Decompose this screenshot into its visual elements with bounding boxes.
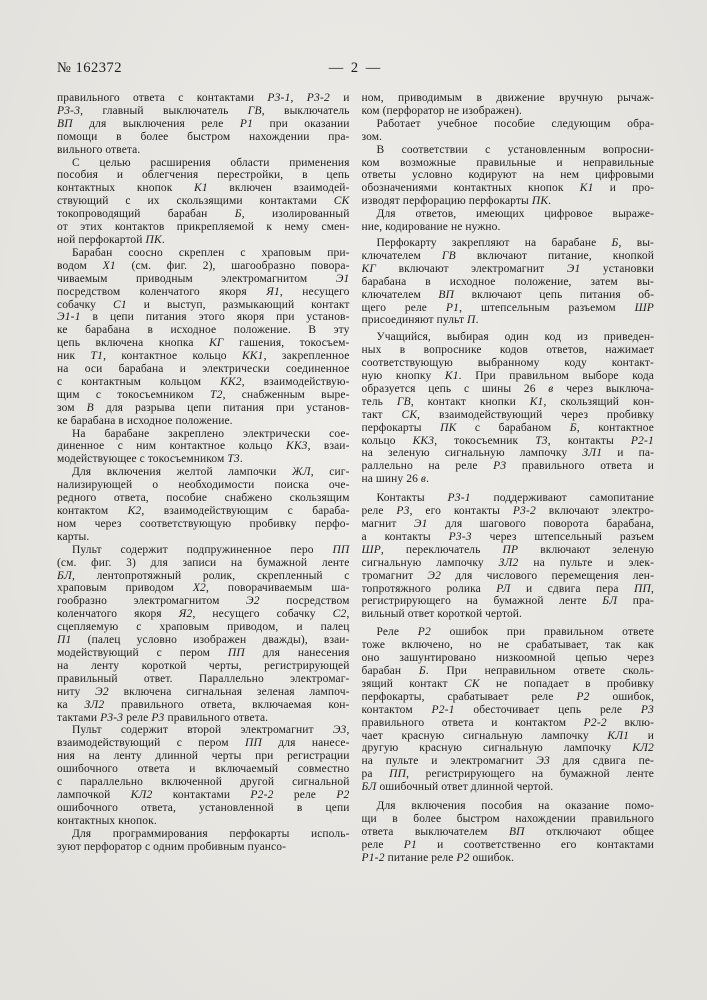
text-line: П1 (палец условно изображен дважды), взаи- (57, 634, 350, 647)
text-line: гообразно электромагнитом Э2 посредством (57, 595, 350, 608)
text-line: Пульт содержит подпружиненное перо ПП (72, 543, 350, 556)
text-line: чиваемым приводным электромагнитом Э1 (57, 272, 350, 285)
text-line: ке барабана в исходное положение. В эту (57, 324, 350, 337)
text-line: ком возможные правильные и неправильные (361, 156, 654, 169)
text-line: КГ включают электромагнит Э1 установки (361, 262, 654, 275)
text-line: В соответствии с установленным вопросни- (376, 143, 654, 156)
text-line: образуется цепь с шины 26 в через выключа- (361, 382, 654, 395)
text-line: магнит Э1 для шагового поворота барабана, (361, 518, 654, 530)
text-line: ник Т1, контактное кольцо КК1, закрепленное (57, 350, 350, 363)
text-line: Перфокарту закрепляют на барабане Б, вы- (376, 236, 654, 249)
paragraph (57, 724, 350, 827)
patent-number: № 162372 (57, 60, 122, 76)
text-columns (57, 92, 654, 865)
text-line: диненное с ним контактное кольцо КК3, взаи- (57, 440, 350, 453)
text-line: ключателем ГВ включают питание, кнопкой (361, 249, 654, 262)
text-line: ШР, переключатель ПР включают зеленую (361, 543, 654, 556)
text-line: тоже включено, но не срабатывает, так как (361, 639, 654, 652)
paragraph (362, 492, 655, 621)
text-line: реле Р1 и соответственно его контактами (361, 838, 654, 851)
text-line: соответствующую выбранному коду контакт- (361, 357, 654, 370)
text-line: контактом К2, взаимодействующим с бараба- (57, 505, 350, 517)
text-line: ке барабана в исходное положение. (57, 414, 233, 427)
text-line: ка ЗЛ2 правильного ответа, включаемая кон- (57, 698, 350, 711)
text-line: реле Р3, его контакты Р3-2 включают электро- (361, 505, 654, 518)
text-line: коленчатого якоря Я2, несущего собачку С2, (57, 608, 350, 621)
text-line: контактных кнопок К1 включен взаимодей- (57, 182, 350, 195)
text-line: зом. (361, 130, 383, 143)
text-line: Р1-2 питание реле Р2 ошибок. (361, 851, 515, 864)
text-line: Барабан соосно скреплен с храповым при- (72, 246, 350, 259)
text-line: на оси барабана и электрически соединенное (57, 363, 350, 376)
paragraph (57, 544, 350, 725)
text-line: токопроводящий барабан Б, изолированный (57, 208, 350, 221)
text-line: на шину 26 в. (361, 473, 430, 486)
text-line: топротяжного ролика РЛ и сдвига пера ПП, (361, 582, 654, 595)
text-line: контактом Р2-1 обесточивает цепь реле Р3 (361, 703, 654, 716)
text-line: Э1-1 в цепи питания этого якоря при установ- (57, 311, 350, 324)
text-line: Пульт содержит второй электромагнит Э3, (72, 724, 350, 737)
paragraph (57, 428, 350, 467)
text-line: ния на ленту длинной черты при регистрации (57, 750, 350, 763)
text-line: ра ПП, регистрирующего на бумажной ленте (361, 768, 654, 781)
text-line: ВП для выключения реле Р1 при оказании (57, 117, 350, 130)
text-line: С целью расширения области применения (72, 156, 350, 169)
text-line: модействующее с токосъемником Т3. (57, 453, 243, 466)
text-line: ошибочного ответа и включаемый совместно (57, 763, 350, 776)
paragraph (362, 144, 655, 209)
text-line: щим с токосъемником Т2, снабженным выре- (57, 388, 350, 401)
text-line: ных в вопроснике кодов ответов, нажимает (361, 344, 654, 357)
text-line: от этих контактов прикрепляемой к нему смен- (57, 221, 350, 234)
text-line: ниту Э2 включена сигнальная зеленая лампоч- (57, 685, 350, 698)
text-line: на пульте и электромагнит Э3 для сдвига пе- (361, 755, 654, 768)
text-line: ной перфокартой ПК. (57, 233, 165, 246)
text-line: Для программирования перфокарты исполь- (72, 827, 350, 840)
text-line: сцепляемую с храповым приводом, и палец (57, 621, 350, 634)
text-line: перфокарты, срабатывает реле Р2 ошибок, (361, 690, 654, 703)
text-line: ответы условно кодируют на нем цифровыми (361, 169, 654, 182)
text-line: ключателем ВП включают цепь питания об- (361, 288, 654, 301)
paragraph (57, 247, 350, 428)
text-line: собачку С1 и выступ, размыкающий контакт (57, 298, 350, 311)
text-line: кольцо КК3, токосъемник Т3, контакты Р2-1 (361, 434, 654, 447)
text-line: водом Х1 (см. фиг. 2), шагообразно повора- (57, 259, 350, 272)
text-line: На барабане закреплено электрически сое- (72, 427, 350, 440)
text-column-left (57, 92, 350, 865)
text-line: оно зашунтировано низкоомной цепью через (361, 652, 654, 665)
text-line: ответа выключателем ВП отключают общее (361, 825, 654, 838)
page-header (57, 60, 654, 80)
text-line: ную кнопку К1. При правильном выборе кода (361, 370, 654, 383)
text-line: нализирующей о необходимости поиска оче- (57, 479, 350, 492)
text-line: изводят перфорацию перфокарты ПК. (361, 195, 552, 208)
text-line: вильный ответ короткой чертой. (361, 608, 523, 621)
paragraph (362, 626, 655, 794)
text-line: правильный ответ. Параллельно электромаг- (57, 672, 350, 685)
text-line: ном, приводимым в движение вручную рычаж- (361, 92, 654, 104)
text-line: зящий контакт СК не попадает в пробивку (361, 677, 654, 690)
text-line: ние, кодирование не нужно. (361, 221, 501, 234)
text-line: цепь включена кнопка КГ гашения, токосъем- (57, 337, 350, 350)
text-line: регистрирующего на бумажной ленте БЛ пра- (361, 595, 654, 608)
text-line: храповым приводом Х2, поворачиваемым ша- (57, 582, 350, 595)
text-line: на ленту короткой черты, регистрирующей (57, 659, 350, 672)
paragraph (57, 157, 350, 247)
text-line: обозначениями контактных кнопок К1 и про- (361, 182, 654, 195)
text-line: щи в более быстром нахождении правильного (361, 812, 654, 825)
text-line: барабан Б. При неправильном ответе сколь- (361, 664, 654, 677)
text-line: правильного ответа и контактом Р2-2 вклю- (361, 716, 654, 729)
text-line: Контакты Р3-1 поддерживают самопитание (376, 492, 654, 505)
text-line: зуют перфоратор с одним пробивным пуансо- (57, 840, 287, 853)
text-line: сигнальную лампочку ЗЛ2 на пульте и элек- (361, 556, 654, 569)
text-line: (см. фиг. 3) для записи на бумажной ленте (57, 556, 350, 569)
text-line: ствующий с их скользящими контактами СК (57, 195, 350, 208)
text-line: тель ГВ, контакт кнопки К1, скользящий кон- (361, 395, 654, 408)
text-line: Для включения желтой лампочки ЖЛ, сиг- (72, 466, 350, 479)
text-line: Р3-3, главный выключатель ГВ, выключатель (57, 104, 350, 117)
text-line: Учащийся, выбирая один код из приведен- (376, 331, 654, 344)
paragraph (362, 92, 655, 118)
text-line: вильного ответа. (57, 143, 141, 156)
text-line: тактами Р3-3 реле Р3 правильного ответа. (57, 711, 269, 724)
text-line: посредством коленчатого якоря Я1, несущего (57, 285, 350, 298)
text-line: присоединяют пульт П. (361, 314, 479, 327)
paragraph (362, 800, 655, 865)
paragraph (57, 828, 350, 854)
text-line: ком (перфоратор не изображен). (361, 104, 523, 117)
text-line: Работает учебное пособие следующим обра- (376, 117, 654, 130)
text-line: лампочкой КЛ2 контактами Р2-2 реле Р2 (57, 788, 350, 801)
text-line: Для включения пособия на оказание помо- (376, 800, 654, 813)
paragraph (362, 331, 655, 486)
text-line: БЛ ошибочный ответ длинной чертой. (361, 781, 554, 794)
text-line: правильного ответа с контактами Р3-1, Р3-2 и (57, 92, 350, 104)
text-line: помощи в более быстром нахождении пра- (57, 130, 350, 143)
text-line: карты. (57, 530, 90, 543)
text-line: такт СК, взаимодействующий через пробивку (361, 408, 654, 421)
text-line: контактных кнопок. (57, 814, 157, 827)
text-line: чает красную сигнальную лампочку КЛ1 и (361, 729, 654, 742)
text-column-right (362, 92, 655, 865)
text-line: модействующий с пером ПП для нанесения (57, 646, 350, 659)
text-line: пособия и облегчения перестройки, в цепь (57, 169, 350, 182)
text-line: щего реле Р1, штепсельным разъемом ШР (361, 301, 654, 314)
text-line: БЛ, лентопротяжный ролик, скрепленный с (57, 569, 350, 582)
paragraph (57, 92, 350, 157)
page-number: — 2 — (328, 60, 383, 76)
paragraph (57, 466, 350, 543)
paragraph (362, 208, 655, 234)
text-line: барабана в исходное положение, затем вы- (361, 275, 654, 288)
text-line: ном через соответствующую пробивку перфо- (57, 517, 350, 530)
text-line: другую красную сигнальную лампочку КЛ2 (361, 742, 654, 755)
text-line: с контактным кольцом КК2, взаимодействую- (57, 375, 350, 388)
text-line: раллельно на реле Р3 правильного ответа и (361, 460, 654, 473)
text-line: перфокарты ПК с барабаном Б, контактное (361, 421, 654, 434)
text-line: Для ответов, имеющих цифровое выраже- (376, 208, 654, 221)
paragraph (362, 118, 655, 144)
text-line: редного ответа, пособие снабжено скользящим (57, 492, 350, 505)
paragraph (362, 237, 655, 327)
text-line: а контакты Р3-3 через штепсельный разъем (361, 530, 654, 543)
text-line: взаимодействующий с пером ПП для нанесе- (57, 737, 350, 750)
text-line: на зеленую сигнальную лампочку ЗЛ1 и па- (361, 447, 654, 460)
text-line: тромагнит Э2 для числового перемещения лен- (361, 569, 654, 582)
text-line: зом В для разрыва цепи питания при установ- (57, 401, 350, 414)
text-line: с параллельно включенной другой сигнальной (57, 776, 350, 789)
text-line: Реле Р2 ошибок при правильном ответе (376, 626, 654, 639)
text-line: ошибочного ответа, установленной в цепи (57, 801, 350, 814)
